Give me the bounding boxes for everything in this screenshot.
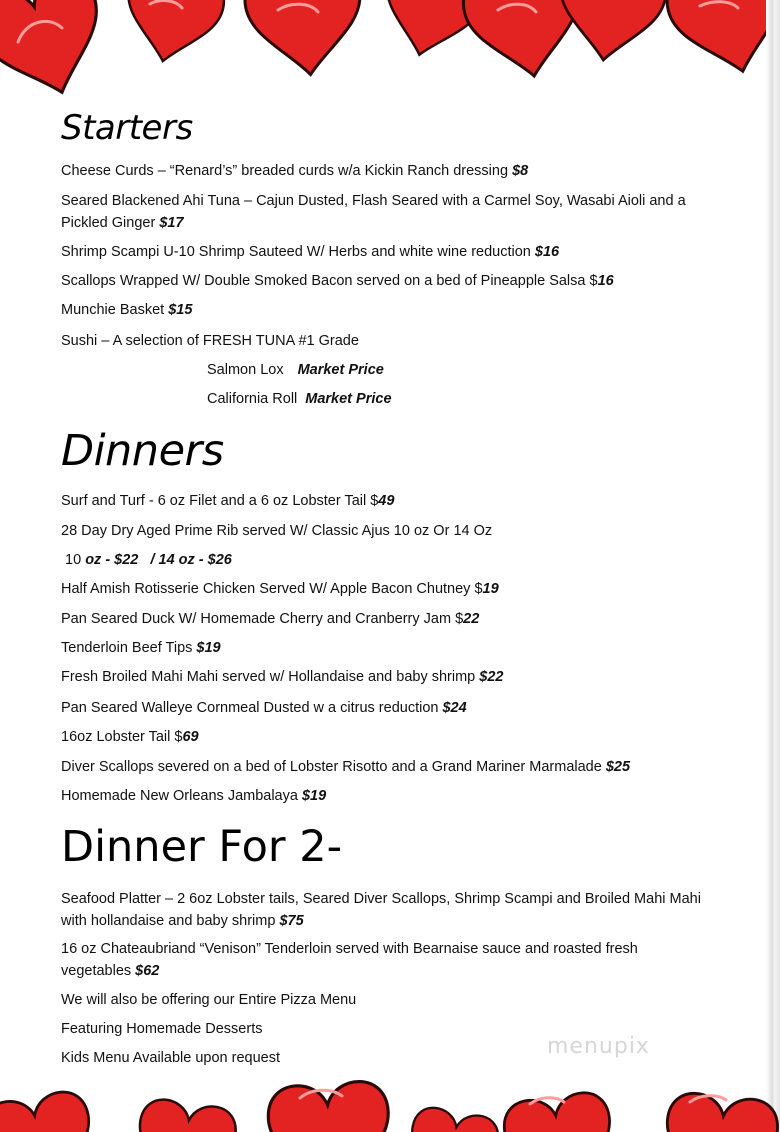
menu-item — [61, 637, 221, 659]
menu-note — [61, 989, 356, 1011]
menu-item — [61, 520, 492, 542]
item-text: Shrimp Scampi U-10 Shrimp Sauteed W/ Herbs and white wine reduction — [61, 244, 535, 260]
item-price: $75 — [279, 913, 304, 929]
item-text: Homemade New Orleans Jambalaya — [61, 788, 302, 804]
item-text: Scallops Wrapped W/ Double Smoked Bacon served on a bed of Pineapple Salsa $ — [61, 273, 598, 289]
item-price: $62 — [135, 963, 160, 979]
item-price: $19 — [301, 788, 327, 804]
item-price: $19 — [196, 640, 221, 656]
heart-icon — [242, 0, 368, 81]
item-price: 22 — [463, 611, 480, 627]
heart-icon — [403, 1105, 502, 1132]
menu-item — [61, 160, 528, 182]
menu-item — [61, 299, 192, 321]
item-text: Featuring Homemade Desserts — [61, 1021, 263, 1037]
item-text: Diver Scallops severed on a bed of Lobster Risotto and a Grand Mariner Marmalade — [61, 759, 606, 775]
item-price: Market Price — [305, 391, 392, 407]
dinners-heading: Dinners — [61, 426, 224, 476]
menu-item — [61, 578, 499, 600]
sushi-option — [207, 388, 392, 410]
item-text: Tenderloin Beef Tips — [61, 640, 197, 656]
item-text: California Roll — [207, 391, 298, 407]
heart-icon — [266, 1080, 393, 1132]
item-price: 16 — [597, 273, 614, 289]
menu-item — [61, 330, 359, 352]
menu-item — [61, 756, 630, 778]
watermark: menupix — [547, 1034, 650, 1059]
item-price: 49 — [378, 493, 395, 509]
item-text: Kids Menu Available upon request — [61, 1050, 280, 1066]
item-price: 19 — [482, 581, 499, 597]
menu-item — [61, 697, 467, 719]
item-text: Surf and Turf - 6 oz Filet and a 6 oz Lobster Tail $ — [61, 493, 379, 509]
item-price: $17 — [159, 215, 184, 231]
hearts-decoration-bottom — [0, 1068, 780, 1132]
heart-icon — [661, 0, 780, 85]
menu-item — [61, 938, 671, 982]
item-price: $16 — [534, 244, 560, 260]
item-price: $15 — [168, 302, 193, 318]
menu-note — [61, 1018, 262, 1040]
heart-icon — [116, 0, 228, 71]
item-text: Seafood Platter – 2 6oz Lobster tails, Seared Diver Scallops, Shrimp Scampi and Broiled Mahi Mahi with hollandaise and baby shrimp — [61, 891, 701, 929]
item-text: Munchie Basket — [61, 302, 169, 318]
item-text: 16 oz Chateaubriand “Venison” Tenderloin served with Bearnaise sauce and roasted fresh vegetables — [61, 941, 638, 979]
sushi-option — [207, 359, 384, 381]
item-price: Market Price — [297, 362, 384, 378]
item-text: Sushi – A selection of FRESH TUNA #1 Grade — [61, 333, 359, 349]
dinner-for-two-heading: Dinner For 2- — [61, 822, 343, 872]
item-text: 28 Day Dry Aged Prime Rib served W/ Classic Ajus 10 oz Or 14 Oz — [61, 523, 493, 539]
item-text: Pan Seared Walleye Cornmeal Dusted w a citrus reduction — [61, 700, 443, 716]
menu-item — [61, 241, 559, 263]
item-price: $8 — [512, 163, 529, 179]
menu-item — [61, 785, 326, 807]
menu-item — [61, 666, 503, 688]
menu-note — [61, 1047, 280, 1069]
menu-item — [61, 549, 232, 571]
item-text: Cheese Curds – “Renard’s” breaded curds w/a Kickin Ranch dressing — [61, 163, 513, 179]
item-text: We will also be offering our Entire Pizza Menu — [61, 992, 357, 1008]
bottom-hearts-border — [0, 1068, 780, 1132]
heart-icon — [131, 1097, 238, 1132]
item-text: Fresh Broiled Mahi Mahi served w/ Hollandaise and baby shrimp — [61, 669, 480, 685]
hearts-decoration-top — [0, 0, 780, 112]
starters-heading: Starters — [61, 108, 193, 148]
item-text: 16oz Lobster Tail $ — [61, 729, 183, 745]
menu-item — [61, 490, 394, 512]
menu-item — [61, 726, 199, 748]
heart-icon — [0, 0, 119, 111]
item-price: oz - $22 / 14 oz - $26 — [85, 552, 232, 568]
menu-item — [61, 608, 479, 630]
item-text: 10 — [61, 552, 86, 568]
menu-item — [61, 888, 721, 932]
item-price: $24 — [442, 700, 467, 716]
heart-icon — [551, 0, 669, 67]
item-price: 69 — [182, 729, 199, 745]
menu-item — [61, 270, 614, 292]
item-text: Pan Seared Duck W/ Homemade Cherry and Cranberry Jam $ — [61, 611, 464, 627]
heart-icon — [0, 1088, 100, 1132]
item-text: Half Amish Rotisserie Chicken Served W/ Apple Bacon Chutney $ — [61, 581, 483, 597]
menu-item — [61, 190, 721, 234]
heart-icon — [501, 1090, 619, 1132]
page-edge — [766, 0, 780, 1132]
item-price: $22 — [479, 669, 504, 685]
top-hearts-border — [0, 0, 780, 112]
item-text: Salmon Lox — [207, 362, 284, 378]
item-text: Seared Blackened Ahi Tuna – Cajun Dusted, Flash Seared with a Carmel Soy, Wasabi Aioli and a Pickled Ginger — [61, 193, 686, 231]
item-price: $25 — [605, 759, 631, 775]
